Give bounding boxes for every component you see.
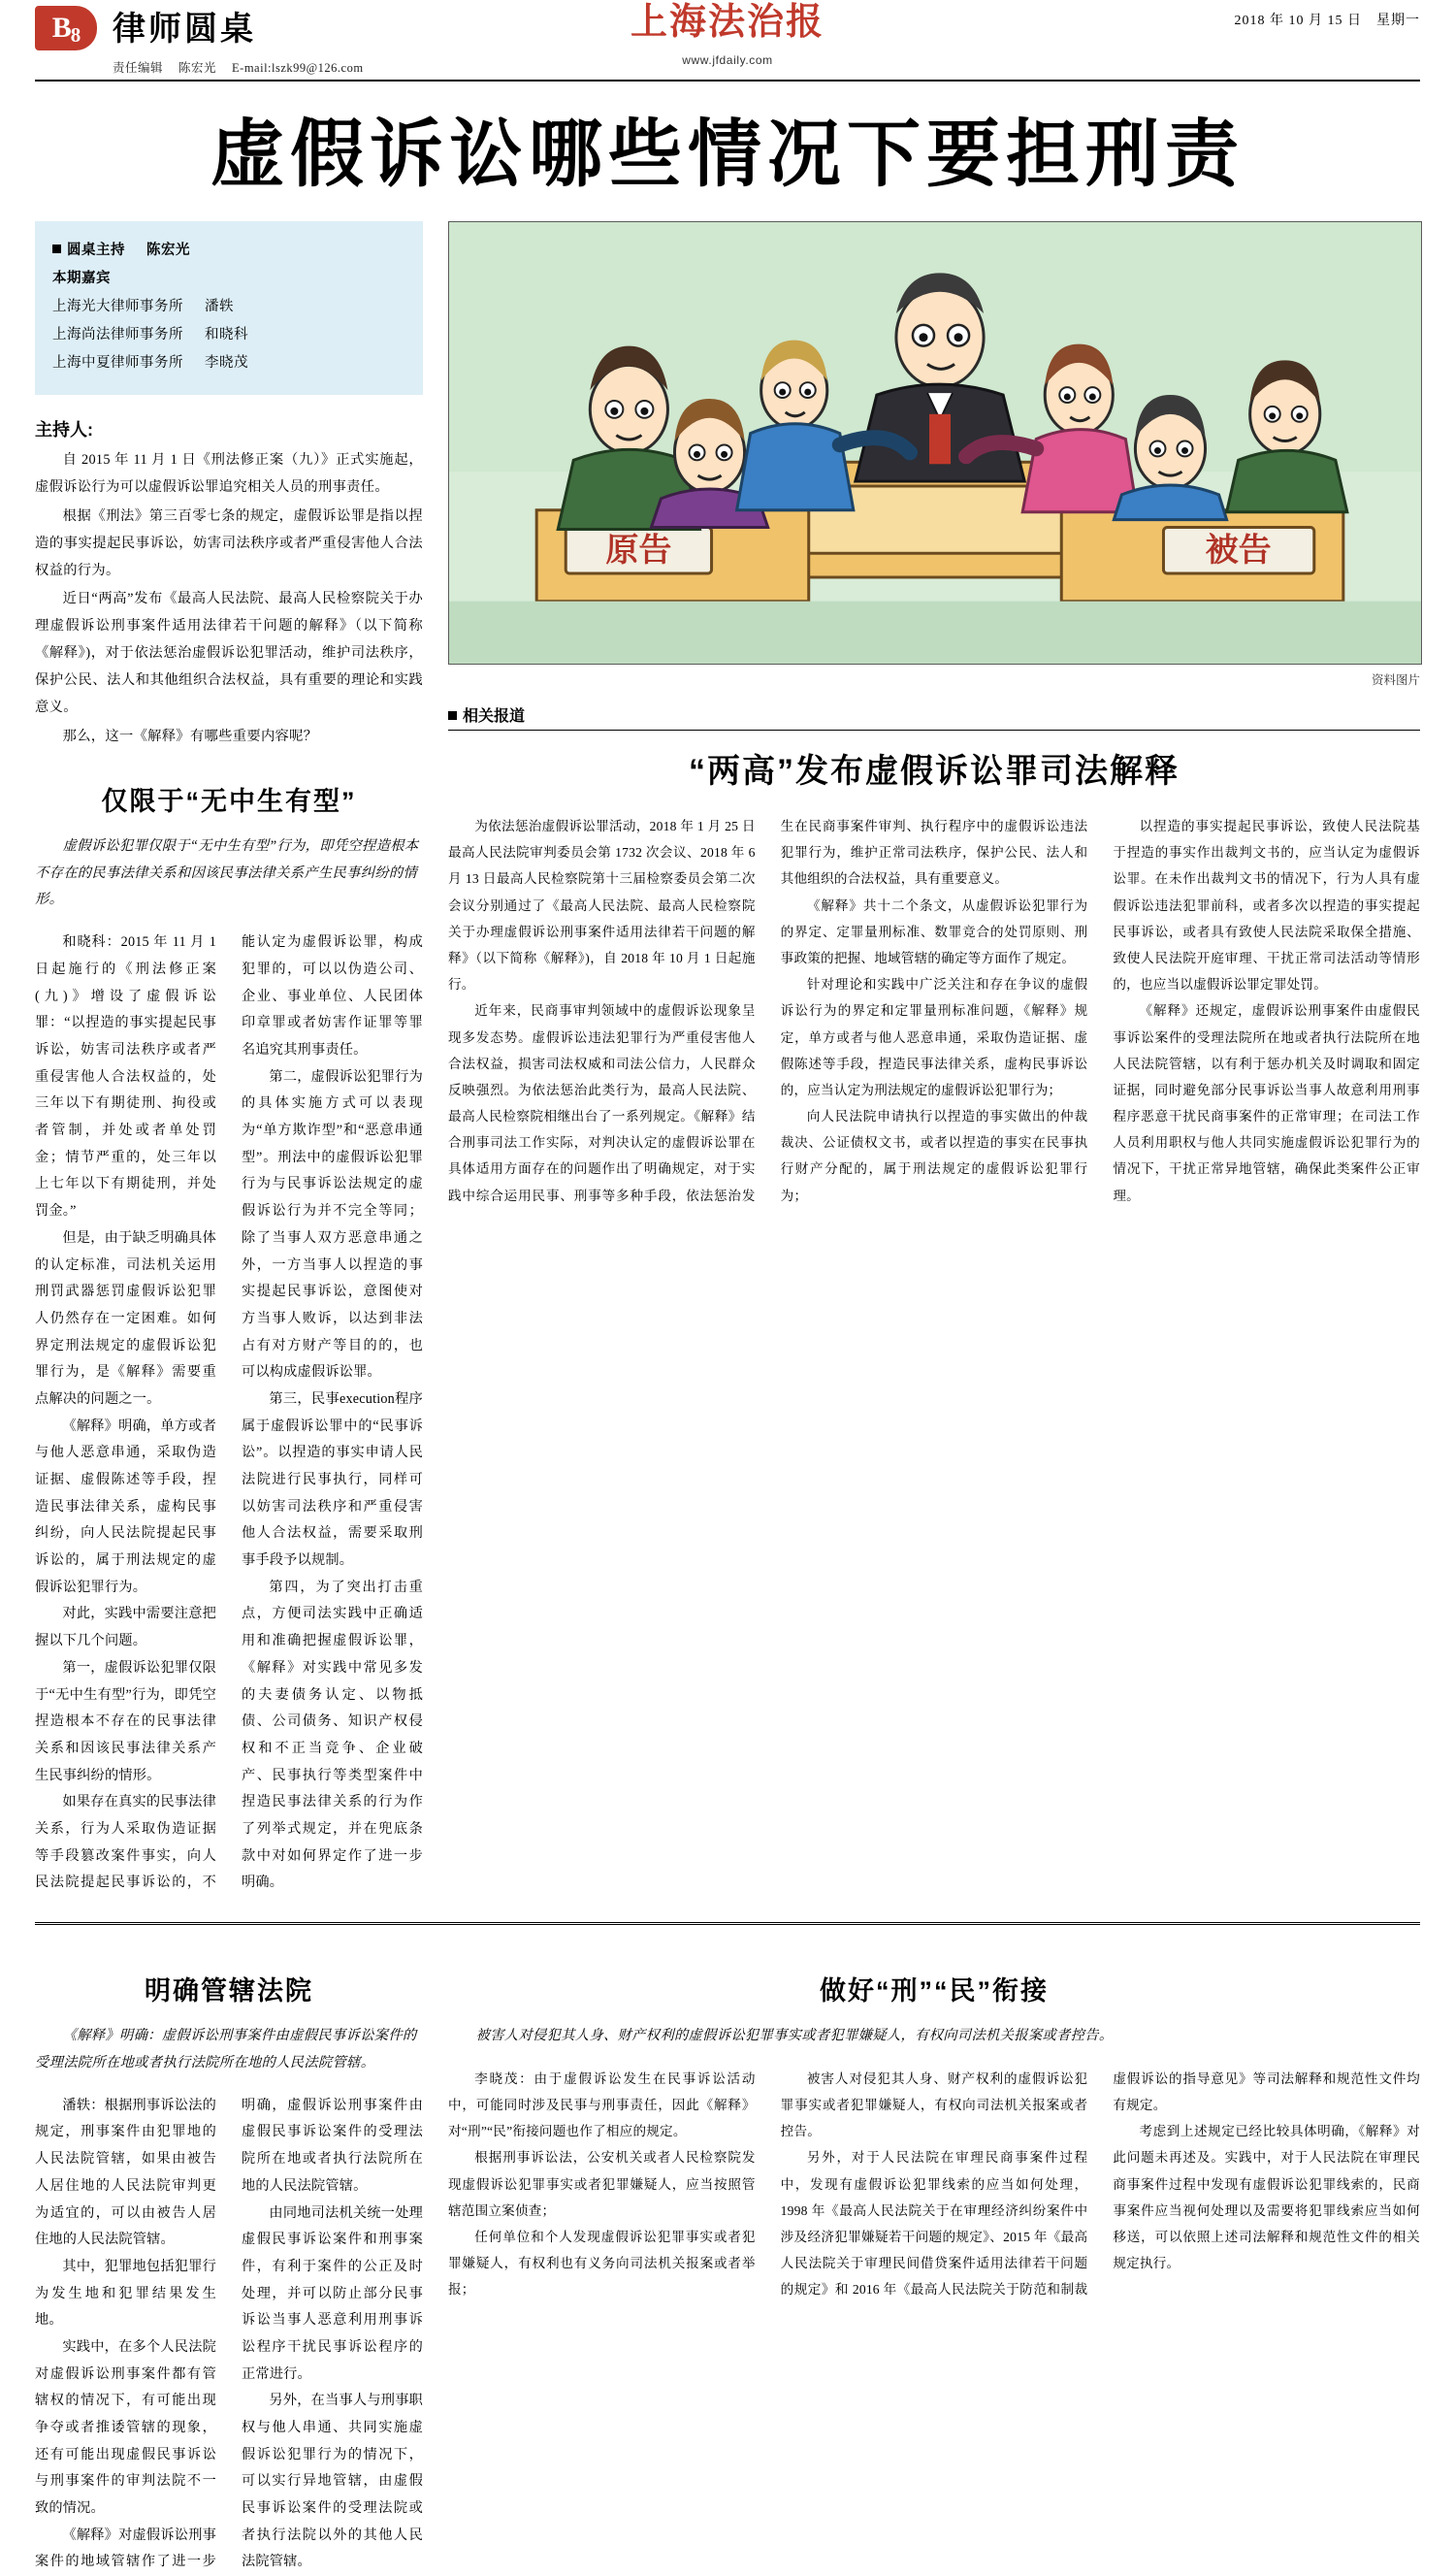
paper-name: 上海法治报 (630, 2, 825, 43)
plaintiff-sign-text: 原告 (605, 533, 672, 570)
section-title: 律师圆桌 (113, 12, 256, 48)
page-headline: 虚假诉讼哪些情况下要担刑责 (210, 114, 1245, 196)
page-badge-number: 8 (70, 23, 81, 47)
related-paragraph-2: 《解释》共十二个条文，从虚假诉讼犯罪行为的界定、定罪量刑标准、数罪竞合的处罚原则、刑事政策的把握、地域管辖的确定等方面作了规定。 (780, 897, 1088, 965)
guest-firm-1: 上海尚法律师事务所 (52, 327, 183, 342)
section3-paragraph-0: 李晓茂：由于虚假诉讼发生在民事诉讼活动中，可能同时涉及民事与刑事责任，因此《解释》对“刑”“民”衔接问题也作了相应的规定。 (448, 2071, 756, 2139)
host-paragraph-1: 根据《刑法》第三百零七条的规定，虚假诉讼罪是指以捏造的事实提起民事诉讼，妨害司法秩序或者严重侵害他人合法权益的行为。 (35, 507, 423, 578)
masthead-divider (35, 80, 1420, 82)
host-paragraph-0: 自 2015 年 11 月 1 日《刑法修正案（九）》正式实施起，虚假诉讼行为可以虚假诉讼罪追究相关人员的刑事责任。 (35, 452, 423, 495)
editor-name: 陈宏光 (178, 61, 217, 75)
related-title: “两高”发布虚假诉讼罪司法解释 (689, 753, 1180, 790)
bottom-columns (35, 1940, 1420, 2576)
host-row (52, 237, 405, 265)
page-badge-letter: B (51, 12, 71, 44)
host-paragraph-2: 近日“两高”发布《最高人民法院、最高人民检察院关于办理虚假诉讼刑事案件适用法律若干问题的解释》（以下简称《解释》)，对于依法惩治虚假诉讼犯罪活动，维护司法秩序，保护公民、法人和其他组织合法权益，具有重要的理论和实践意义。 (35, 591, 423, 715)
editor-email: E-mail:lszk99@126.com (232, 61, 364, 75)
section1-paragraph-7: 第三，民事execution程序属于虚假诉讼罪中的“民事诉讼”。以捏造的事实申请人民法院进行民事执行，同样可以妨害司法秩序和严重侵害他人合法权益，需要采取刑事手段予以规制。 (242, 1390, 423, 1569)
section2-paragraph-0: 潘轶：根据刑事诉讼法的规定，刑事案件由犯罪地的人民法院管辖，如果由被告人居住地的人民法院审判更为适宜的，可以由被告人居住地的人民法院管辖。 (35, 2097, 216, 2248)
section1-paragraph-6: 第二，虚假诉讼犯罪行为的具体实施方式可以表现为“单方欺诈型”和“恶意串通型”。刑法中的虚假诉讼犯罪行为与民事诉讼法规定的虚假诉讼行为并不完全等同；除了当事人双方恶意串通之外，一方当事人以捏造的事实提起民事诉讼，意图使对方当事人败诉，以达到非法占有对方财产等目的的，也可以构成虚假诉讼罪。 (242, 1068, 423, 1381)
related-paragraph-1: 近年来，民商事审判领域中的虚假诉讼现象呈现多发态势。虚假诉讼违法犯罪行为严重侵害他人合法权益，损害司法权威和司法公信力，人民群众反映强烈。为依法惩治此类行为，最高人民法院、最高人民检察院相继出台了一系列规定。《解释》结合刑事司法工作实际，对判决认定的虚假诉讼罪在具体适用方面存在的问题作出了明确规定，对于实践中综合运用民事、刑事等多种手段，依法惩治发生在民商事案件审判、执行程序中的虚假诉讼违法犯罪行为，维护正常司法秩序，保护公民、法人和其他组织的合法权益，具有重要意义。 (448, 819, 1088, 1203)
cartoon-figure (448, 221, 1420, 688)
guest-name-2: 李晓茂 (205, 355, 248, 371)
section1-body (35, 929, 423, 1897)
bottom-left-column (35, 1940, 423, 2576)
related-paragraph-3: 针对理论和实践中广泛关注和存在争议的虚假诉讼行为的界定和定罪量刑标准问题，《解释》规定，单方或者与他人恶意串通，采取伪造证据、虚假陈述等手段，捏造民事法律关系，虚构民事诉讼的，应当认定为刑法规定的虚假诉讼犯罪行为； (780, 977, 1088, 1097)
section2-paragraph-4: 由同地司法机关统一处理虚假民事诉讼案件和刑事案件，有利于案件的公正及时处理，并可以防止部分民事诉讼当事人恶意利用刑事诉讼程序干扰民事诉讼程序的正常进行。 (242, 2204, 423, 2382)
section2-paragraph-5: 另外，在当事人与刑事职权与他人串通、共同实施虚假诉讼犯罪行为的情况下，可以实行异地管辖，由虚假民事诉讼案件的受理法院或者执行法院以外的其他人民法院管辖。 (242, 2393, 423, 2570)
lower-section-divider (35, 1922, 1420, 1925)
section1-paragraph-1: 但是，由于缺乏明确具体的认定标准，司法机关运用刑罚武器惩罚虚假诉讼犯罪人仍然存在一定困难。如何界定刑法规定的虚假诉讼犯罪行为，是《解释》需要重点解决的问题之一。 (35, 1229, 216, 1407)
related-label-text: 相关报道 (463, 708, 526, 725)
main-columns (35, 221, 1420, 1897)
section1-paragraph-5: 如果存在真实的民事法律关系，行为人采取伪造证据等手段篡改案件事实，向人民法院提起民事诉讼的，不能认定为虚假诉讼罪，构成犯罪的，可以以伪造公司、企业、事业单位、人民团体印章罪或者妨害作证罪等罪名追究其刑事责任。 (35, 934, 423, 1891)
related-paragraph-5: 以捏造的事实提起民事诉讼，致使人民法院基于捏造的事实作出裁判文书的，应当认定为虚假诉讼罪。在未作出裁判文书的情况下，行为人具有虚假诉讼违法犯罪前科，或者多次以捏造的事实提起民事诉讼，或者具有致使人民法院采取保全措施、致使人民法院开庭审理、干扰正常司法活动等情形的，也应当以虚假诉讼罪定罪处罚。 (1113, 819, 1420, 993)
issue-date: 2018 年 10 月 15 日 星期一 (1234, 14, 1420, 28)
editor-label: 责任编辑 (113, 61, 164, 75)
section3-paragraph-1: 根据刑事诉讼法，公安机关或者人民检察院发现虚假诉讼犯罪事实或者犯罪嫌疑人，应当按照管辖范围立案侦查； (448, 2150, 756, 2218)
guest-name-1: 和晓科 (205, 327, 248, 342)
section3-title: 做好“刑”“民”衔接 (820, 1976, 1049, 2005)
section1-paragraph-3: 对此，实践中需要注意把握以下几个问题。 (35, 1606, 216, 1649)
host-section-title: 主持人: (35, 420, 93, 440)
section1-lead: 虚假诉讼犯罪仅限于“无中生有型”行为，即凭空捏造根本不存在的民事法律关系和因该民事法律关系产生民事纠纷的情形。 (35, 837, 419, 908)
section1-paragraph-2: 《解释》明确，单方或者与他人恶意串通，采取伪造证据、虚假陈述等手段，捏造民事法律关系，虚构民事纠纷，向人民法院提起民事诉讼的，属于刑法规定的虚假诉讼犯罪行为。 (35, 1418, 216, 1595)
section3-paragraph-2: 任何单位和个人发现虚假诉讼犯罪事实或者犯罪嫌疑人，有权利也有义务向司法机关报案或者举报； (448, 2230, 756, 2298)
guest-label: 本期嘉宾 (52, 271, 111, 286)
guest-row-0 (52, 293, 405, 321)
related-divider (448, 730, 1420, 731)
related-paragraph-0: 为依法惩治虚假诉讼罪活动，2018 年 1 月 25 日最高人民法院审判委员会第 1732 次会议、2018 年 6 月 13 日最高人民检察院第十三届检察委员会第二次会议分别通过了《最高人民法院、最高人民检察院关于办理虚假诉讼刑事案件适用法律若干问题的解释》（以下简称《解释》)，自 2018 年 10 月 1 日起施行。 (448, 819, 756, 993)
related-report-label (448, 703, 1420, 726)
bottom-right-column (448, 1940, 1420, 2576)
related-paragraph-4: 向人民法院申请执行以捏造的事实做出的仲裁裁决、公证债权文书，或者以捏造的事实在民事执行财产分配的，属于刑法规定的虚假诉讼犯罪行为； (780, 1109, 1088, 1203)
masthead (35, 0, 1420, 76)
paper-url[interactable]: www.jfdaily.com (682, 52, 773, 67)
bullet-square-icon (448, 711, 457, 720)
cartoon-illustration (448, 221, 1422, 665)
host-paragraph-3: 那么，这一《解释》有哪些重要内容呢？ (62, 728, 318, 744)
section2-paragraph-2: 实践中，在多个人民法院对虚假诉讼刑事案件都有管辖权的情况下，有可能出现争夺或者推诿管辖的现象，还有可能出现虚假民事诉讼与刑事案件的审判法院不一致的情况。 (35, 2338, 216, 2517)
section3-paragraph-4: 另外，对于人民法院在审理民商事案件过程中，发现有虚假诉讼犯罪线索的应当如何处理，1998 年《最高人民法院关于在审理经济纠纷案件中涉及经济犯罪嫌疑若干问题的规定》、2015 年《最高人民法院关于审理民间借贷案件适用法律若干问题的规定》和 2016 年《最高人民法院关于防范和制裁虚假诉讼的指导意见》等司法解释和规范性文件均有规定。 (780, 2071, 1420, 2298)
guest-firm-2: 上海中夏律师事务所 (52, 355, 183, 371)
defendant-sign-text: 被告 (1205, 533, 1272, 570)
panel-intro-box (35, 221, 423, 395)
section3-body (448, 2066, 1420, 2303)
section2-paragraph-1: 其中，犯罪地包括犯罪行为发生地和犯罪结果发生地。 (35, 2258, 216, 2329)
section1-paragraph-8: 第四，为了突出打击重点，方便司法实践中正确适用和准确把握虚假诉讼罪，《解释》对实践中常见多发的夫妻债务认定、以物抵债、公司债务、知识产权侵权和不正当竞争、企业破产、民事执行等类型案件中捏造民事法律关系的行为作了列举式规定，并在兜底条款中对如何界定作了进一步明确。 (242, 1579, 423, 1891)
section1-title: 仅限于“无中生有型” (101, 786, 357, 816)
host-label: 圆桌主持 (67, 243, 125, 258)
related-body (448, 813, 1420, 1209)
section3-paragraph-3: 被害人对侵犯其人身、财产权利的虚假诉讼犯罪事实或者犯罪嫌疑人，有权向司法机关报案或者控告。 (780, 2071, 1088, 2139)
left-column (35, 221, 423, 1897)
related-paragraph-6: 《解释》还规定，虚假诉讼刑事案件由虚假民事诉讼案件的受理法院所在地或者执行法院所在地人民法院管辖，以有利于惩办机关及时调取和固定证据，同时避免部分民事诉讼当事人故意利用刑事程序恶意干扰民商事案件的正常审理；在司法工作人员利用职权与他人共同实施虚假诉讼犯罪行为的情况下，干扰正常异地管辖，确保此类案件公正审理。 (1113, 1003, 1420, 1203)
guest-firm-0: 上海光大律师事务所 (52, 299, 183, 314)
editor-line (113, 58, 364, 76)
host-name: 陈宏光 (146, 243, 190, 258)
guest-name-0: 潘轶 (205, 299, 234, 314)
bullet-square-icon (52, 245, 61, 253)
masthead-left (113, 2, 364, 76)
section2-paragraph-3: 《解释》对虚假诉讼刑事案件的地域管辖作了进一步明确，虚假诉讼刑事案件由虚假民事诉讼案件的受理法院所在地或者执行法院所在地的人民法院管辖。 (35, 2097, 423, 2570)
guest-row-2 (52, 349, 405, 377)
cartoon-caption: 资料图片 (1371, 673, 1420, 687)
guest-row-1 (52, 321, 405, 349)
section1-paragraph-0: 和晓科：2015 年 11 月 1 日起施行的《刑法修正案(九)》增设了虚假诉讼罪：“以捏造的事实提起民事诉讼，妨害司法秩序或者严重侵害他人合法权益的，处三年以下有期徒刑、拘役或者管制，并处或者单处罚金；情节严重的，处三年以上七年以下有期徒刑，并处罚金。” (35, 934, 216, 1220)
section1-paragraph-4: 第一，虚假诉讼犯罪仅限于“无中生有型”行为，即凭空捏造根本不存在的民事法律关系和因该民事法律关系产生民事纠纷的情形。 (35, 1659, 216, 1783)
section3-lead: 被害人对侵犯其人身、财产权利的虚假诉讼犯罪事实或者犯罪嫌疑人，有权向司法机关报案或者控告。 (475, 2028, 1114, 2043)
section2-body (35, 2093, 423, 2576)
section3-paragraph-5: 考虑到上述规定已经比较具体明确，《解释》对此问题未再述及。实践中，对于人民法院在审理民商事案件过程中发现有虚假诉讼犯罪线索的，民商事案件应当视何处理以及需要将犯罪线索应当如何移送，可以依照上述司法解释和规范性文件的相关规定执行。 (1113, 2124, 1420, 2271)
page-badge (35, 6, 97, 50)
right-column (448, 221, 1420, 1897)
section2-lead: 《解释》明确：虚假诉讼刑事案件由虚假民事诉讼案件的受理法院所在地或者执行法院所在地的人民法院管辖。 (35, 2028, 417, 2071)
masthead-center (630, 2, 824, 67)
section2-title: 明确管辖法院 (145, 1976, 313, 2005)
